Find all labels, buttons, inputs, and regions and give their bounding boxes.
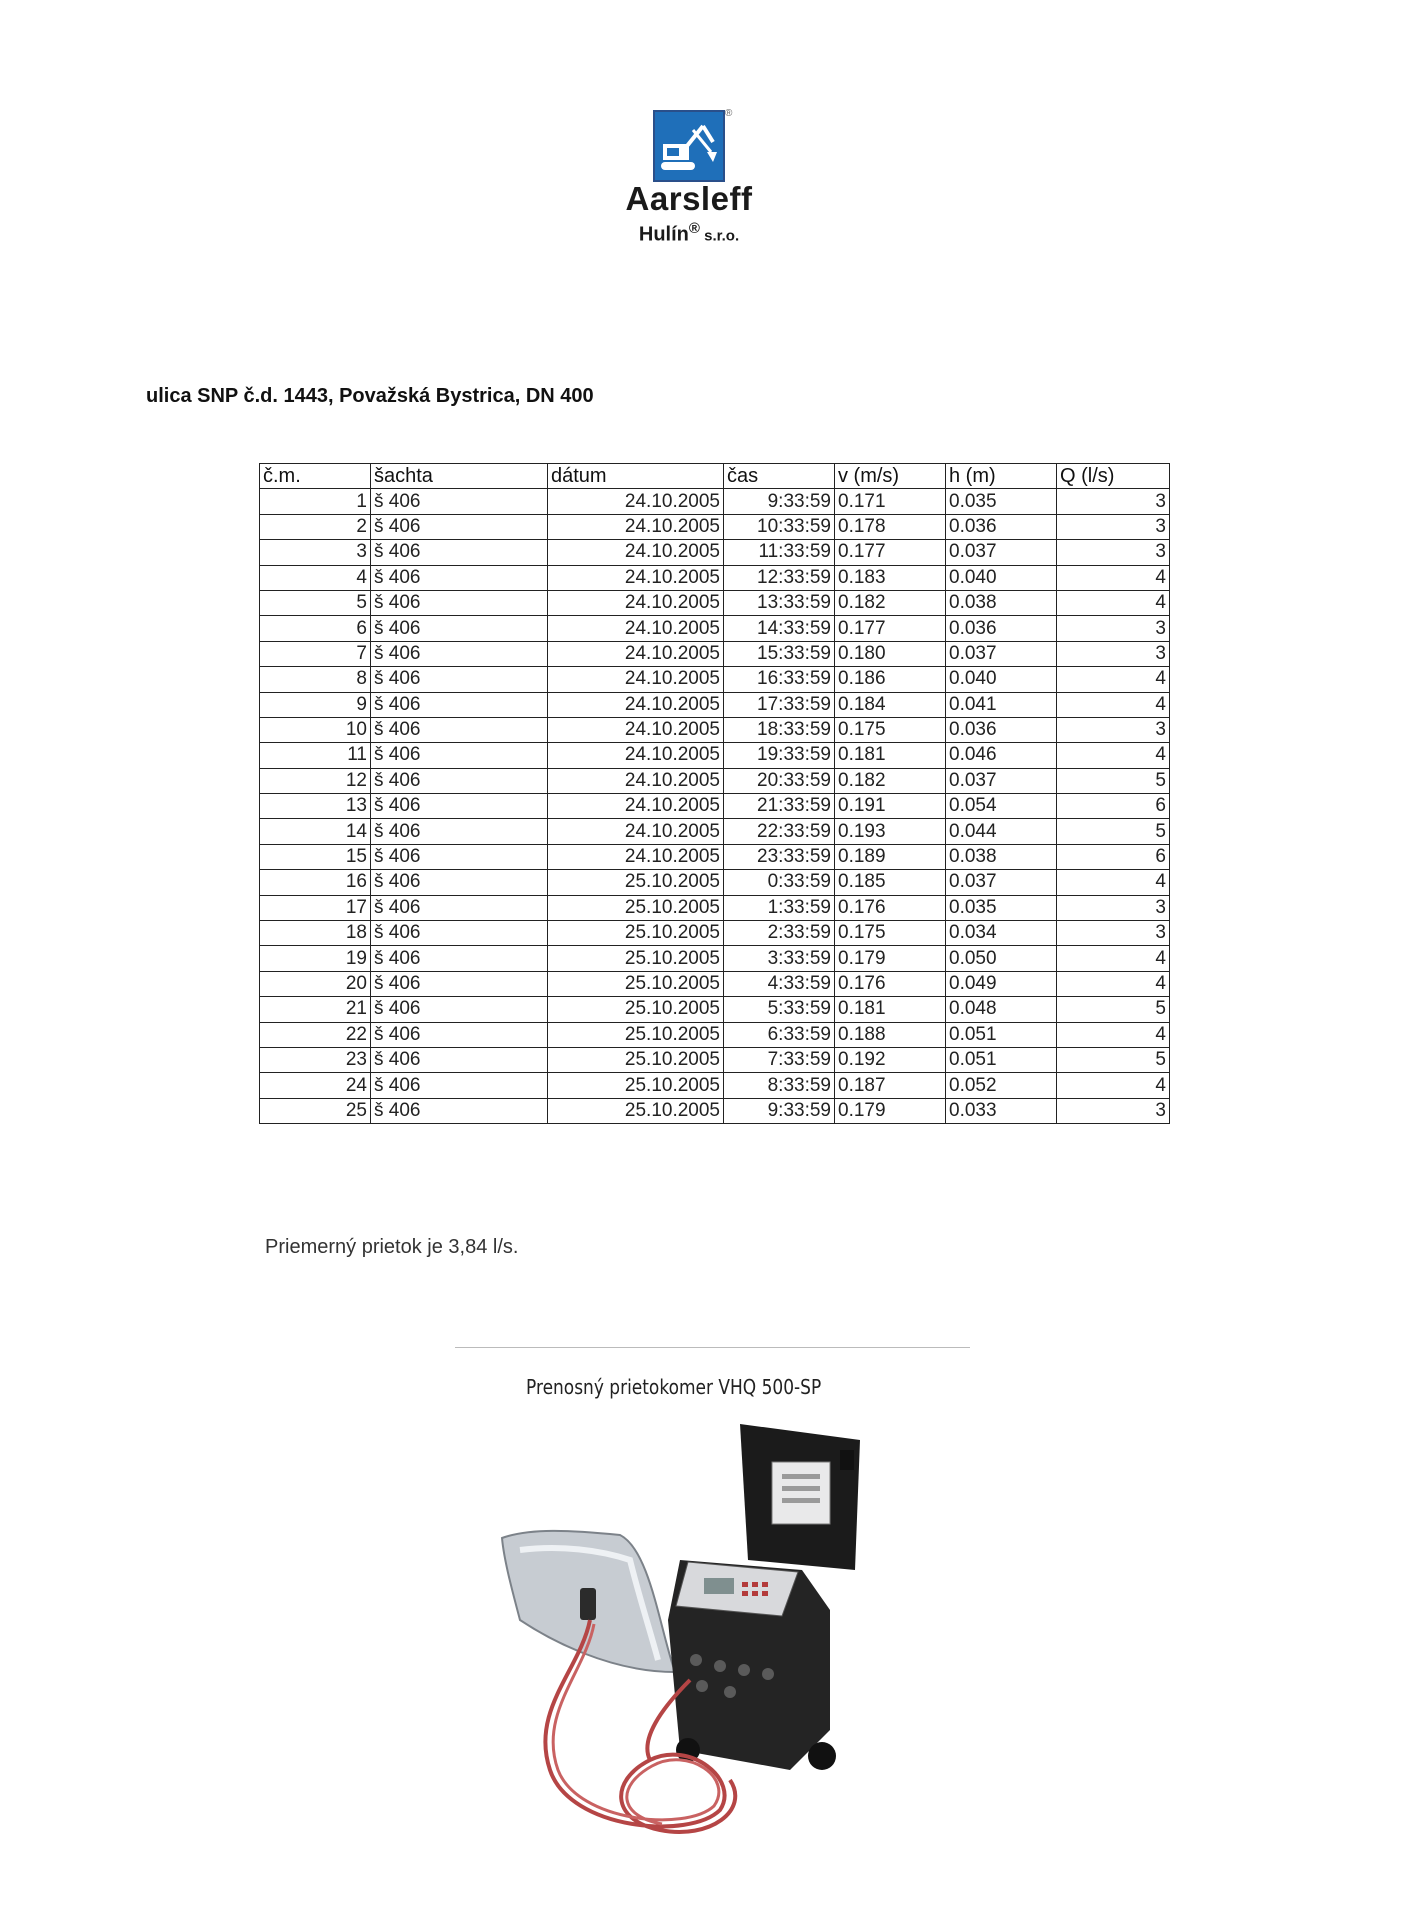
cell-sachta: š 406 bbox=[371, 717, 548, 742]
cell-datum: 25.10.2005 bbox=[548, 1022, 724, 1047]
cell-height: 0.040 bbox=[946, 667, 1057, 692]
cell-height: 0.036 bbox=[946, 717, 1057, 742]
table-row bbox=[260, 794, 1170, 819]
cell-datum: 25.10.2005 bbox=[548, 946, 724, 971]
table-row bbox=[260, 1047, 1170, 1072]
cell-velocity: 0.176 bbox=[835, 971, 946, 996]
table-row bbox=[260, 895, 1170, 920]
cell-datum: 24.10.2005 bbox=[548, 819, 724, 844]
cell-flow: 4 bbox=[1057, 1022, 1170, 1047]
cell-cm: 25 bbox=[260, 1098, 371, 1123]
company-logo bbox=[614, 108, 764, 248]
table-row bbox=[260, 819, 1170, 844]
cell-datum: 24.10.2005 bbox=[548, 489, 724, 514]
table-row bbox=[260, 997, 1170, 1022]
cell-flow: 3 bbox=[1057, 895, 1170, 920]
cell-datum: 25.10.2005 bbox=[548, 997, 724, 1022]
cell-sachta: š 406 bbox=[371, 870, 548, 895]
cell-cas: 12:33:59 bbox=[724, 565, 835, 590]
cell-cm: 12 bbox=[260, 768, 371, 793]
cell-flow: 3 bbox=[1057, 514, 1170, 539]
table-row bbox=[260, 540, 1170, 565]
cell-datum: 24.10.2005 bbox=[548, 641, 724, 666]
cell-sachta: š 406 bbox=[371, 794, 548, 819]
cell-velocity: 0.193 bbox=[835, 819, 946, 844]
cell-cm: 14 bbox=[260, 819, 371, 844]
cell-sachta: š 406 bbox=[371, 1047, 548, 1072]
cell-cm: 8 bbox=[260, 667, 371, 692]
cell-cas: 7:33:59 bbox=[724, 1047, 835, 1072]
cell-flow: 4 bbox=[1057, 971, 1170, 996]
table-row bbox=[260, 844, 1170, 869]
cell-height: 0.054 bbox=[946, 794, 1057, 819]
cell-datum: 24.10.2005 bbox=[548, 590, 724, 615]
cell-velocity: 0.176 bbox=[835, 895, 946, 920]
cell-cas: 1:33:59 bbox=[724, 895, 835, 920]
table-row bbox=[260, 717, 1170, 742]
cell-height: 0.048 bbox=[946, 997, 1057, 1022]
cell-velocity: 0.175 bbox=[835, 921, 946, 946]
cell-height: 0.052 bbox=[946, 1073, 1057, 1098]
cell-datum: 24.10.2005 bbox=[548, 616, 724, 641]
cell-velocity: 0.192 bbox=[835, 1047, 946, 1072]
cell-cm: 11 bbox=[260, 743, 371, 768]
cell-cm: 22 bbox=[260, 1022, 371, 1047]
header-velocity: v (m/s) bbox=[835, 464, 946, 489]
cell-height: 0.038 bbox=[946, 590, 1057, 615]
cell-datum: 24.10.2005 bbox=[548, 692, 724, 717]
cell-datum: 25.10.2005 bbox=[548, 1073, 724, 1098]
cell-cm: 18 bbox=[260, 921, 371, 946]
cell-flow: 3 bbox=[1057, 1098, 1170, 1123]
cell-datum: 24.10.2005 bbox=[548, 743, 724, 768]
cell-cm: 3 bbox=[260, 540, 371, 565]
cell-height: 0.037 bbox=[946, 641, 1057, 666]
cell-flow: 5 bbox=[1057, 997, 1170, 1022]
cell-velocity: 0.183 bbox=[835, 565, 946, 590]
cell-sachta: š 406 bbox=[371, 565, 548, 590]
logo-company-name: Aarsleff bbox=[625, 180, 753, 217]
cell-cas: 21:33:59 bbox=[724, 794, 835, 819]
cell-cas: 15:33:59 bbox=[724, 641, 835, 666]
cell-datum: 25.10.2005 bbox=[548, 870, 724, 895]
cell-sachta: š 406 bbox=[371, 819, 548, 844]
cell-height: 0.035 bbox=[946, 895, 1057, 920]
average-flow-text: Priemerný prietok je 3,84 l/s. bbox=[265, 1236, 519, 1258]
table-row bbox=[260, 590, 1170, 615]
table-row bbox=[260, 1073, 1170, 1098]
cell-flow: 4 bbox=[1057, 870, 1170, 895]
cell-flow: 6 bbox=[1057, 794, 1170, 819]
cell-datum: 25.10.2005 bbox=[548, 895, 724, 920]
cell-height: 0.051 bbox=[946, 1022, 1057, 1047]
cell-flow: 4 bbox=[1057, 1073, 1170, 1098]
header-cm: č.m. bbox=[260, 464, 371, 489]
cell-velocity: 0.179 bbox=[835, 946, 946, 971]
cell-flow: 3 bbox=[1057, 921, 1170, 946]
location-heading: ulica SNP č.d. 1443, Považská Bystrica, DN 400 bbox=[146, 385, 594, 407]
cell-flow: 4 bbox=[1057, 565, 1170, 590]
cell-velocity: 0.184 bbox=[835, 692, 946, 717]
cell-datum: 25.10.2005 bbox=[548, 921, 724, 946]
table-row bbox=[260, 641, 1170, 666]
cell-flow: 3 bbox=[1057, 641, 1170, 666]
cell-sachta: š 406 bbox=[371, 1073, 548, 1098]
cell-height: 0.051 bbox=[946, 1047, 1057, 1072]
cell-cm: 1 bbox=[260, 489, 371, 514]
cell-cas: 14:33:59 bbox=[724, 616, 835, 641]
cell-cm: 15 bbox=[260, 844, 371, 869]
cell-cas: 9:33:59 bbox=[724, 1098, 835, 1123]
cell-height: 0.046 bbox=[946, 743, 1057, 768]
header-sachta: šachta bbox=[371, 464, 548, 489]
cell-cas: 9:33:59 bbox=[724, 489, 835, 514]
cell-datum: 24.10.2005 bbox=[548, 667, 724, 692]
cell-flow: 4 bbox=[1057, 743, 1170, 768]
cell-velocity: 0.181 bbox=[835, 743, 946, 768]
cell-datum: 25.10.2005 bbox=[548, 1098, 724, 1123]
cell-flow: 4 bbox=[1057, 590, 1170, 615]
cell-height: 0.037 bbox=[946, 540, 1057, 565]
cell-cm: 7 bbox=[260, 641, 371, 666]
cell-sachta: š 406 bbox=[371, 590, 548, 615]
cell-cm: 16 bbox=[260, 870, 371, 895]
cell-cm: 20 bbox=[260, 971, 371, 996]
table-row bbox=[260, 1022, 1170, 1047]
table-row bbox=[260, 565, 1170, 590]
cell-sachta: š 406 bbox=[371, 921, 548, 946]
cell-sachta: š 406 bbox=[371, 1022, 548, 1047]
table-row bbox=[260, 667, 1170, 692]
cell-velocity: 0.178 bbox=[835, 514, 946, 539]
cell-sachta: š 406 bbox=[371, 616, 548, 641]
cell-sachta: š 406 bbox=[371, 540, 548, 565]
cell-flow: 4 bbox=[1057, 667, 1170, 692]
table-row bbox=[260, 743, 1170, 768]
table-row bbox=[260, 692, 1170, 717]
cell-datum: 24.10.2005 bbox=[548, 794, 724, 819]
cell-flow: 5 bbox=[1057, 819, 1170, 844]
cell-height: 0.050 bbox=[946, 946, 1057, 971]
cell-sachta: š 406 bbox=[371, 692, 548, 717]
table-row bbox=[260, 1098, 1170, 1123]
cell-flow: 3 bbox=[1057, 717, 1170, 742]
cell-height: 0.038 bbox=[946, 844, 1057, 869]
header-cas: čas bbox=[724, 464, 835, 489]
cell-cas: 0:33:59 bbox=[724, 870, 835, 895]
cell-cm: 9 bbox=[260, 692, 371, 717]
logo-registered-mark: ® bbox=[725, 108, 733, 119]
table-body bbox=[260, 489, 1170, 1124]
table-row bbox=[260, 870, 1170, 895]
cell-flow: 4 bbox=[1057, 946, 1170, 971]
cell-sachta: š 406 bbox=[371, 514, 548, 539]
table-row bbox=[260, 514, 1170, 539]
cell-cas: 22:33:59 bbox=[724, 819, 835, 844]
cell-sachta: š 406 bbox=[371, 768, 548, 793]
cell-cas: 16:33:59 bbox=[724, 667, 835, 692]
cell-sachta: š 406 bbox=[371, 743, 548, 768]
logo-subname-suffix: s.r.o. bbox=[699, 227, 740, 245]
cell-cas: 10:33:59 bbox=[724, 514, 835, 539]
cell-cas: 23:33:59 bbox=[724, 844, 835, 869]
cell-datum: 25.10.2005 bbox=[548, 971, 724, 996]
flowmeter-photo bbox=[490, 1410, 940, 1870]
cell-flow: 3 bbox=[1057, 616, 1170, 641]
cell-datum: 24.10.2005 bbox=[548, 717, 724, 742]
table-row bbox=[260, 971, 1170, 996]
cell-cm: 6 bbox=[260, 616, 371, 641]
cell-height: 0.035 bbox=[946, 489, 1057, 514]
cell-sachta: š 406 bbox=[371, 895, 548, 920]
cell-cas: 13:33:59 bbox=[724, 590, 835, 615]
cell-velocity: 0.182 bbox=[835, 590, 946, 615]
table-row bbox=[260, 921, 1170, 946]
cell-height: 0.049 bbox=[946, 971, 1057, 996]
cell-velocity: 0.191 bbox=[835, 794, 946, 819]
table-row bbox=[260, 616, 1170, 641]
cell-velocity: 0.181 bbox=[835, 997, 946, 1022]
cell-sachta: š 406 bbox=[371, 641, 548, 666]
cell-velocity: 0.179 bbox=[835, 1098, 946, 1123]
table-row bbox=[260, 946, 1170, 971]
cell-velocity: 0.177 bbox=[835, 616, 946, 641]
logo-subname-reg: ® bbox=[688, 220, 700, 237]
cell-datum: 24.10.2005 bbox=[548, 565, 724, 590]
cell-velocity: 0.175 bbox=[835, 717, 946, 742]
cell-cm: 24 bbox=[260, 1073, 371, 1098]
cell-cas: 20:33:59 bbox=[724, 768, 835, 793]
cell-velocity: 0.189 bbox=[835, 844, 946, 869]
cell-velocity: 0.188 bbox=[835, 1022, 946, 1047]
cell-sachta: š 406 bbox=[371, 997, 548, 1022]
cell-flow: 6 bbox=[1057, 844, 1170, 869]
cell-velocity: 0.185 bbox=[835, 870, 946, 895]
cell-height: 0.040 bbox=[946, 565, 1057, 590]
cell-cm: 17 bbox=[260, 895, 371, 920]
cell-cas: 3:33:59 bbox=[724, 946, 835, 971]
cell-velocity: 0.187 bbox=[835, 1073, 946, 1098]
cell-sachta: š 406 bbox=[371, 489, 548, 514]
cell-sachta: š 406 bbox=[371, 667, 548, 692]
cell-cm: 2 bbox=[260, 514, 371, 539]
cell-cas: 17:33:59 bbox=[724, 692, 835, 717]
cell-datum: 24.10.2005 bbox=[548, 768, 724, 793]
cell-cm: 5 bbox=[260, 590, 371, 615]
cell-velocity: 0.182 bbox=[835, 768, 946, 793]
cell-height: 0.034 bbox=[946, 921, 1057, 946]
cell-cm: 23 bbox=[260, 1047, 371, 1072]
photo-caption: Prenosný prietokomer VHQ 500-SP bbox=[526, 1375, 822, 1399]
cell-flow: 3 bbox=[1057, 489, 1170, 514]
cell-cas: 19:33:59 bbox=[724, 743, 835, 768]
cell-cm: 4 bbox=[260, 565, 371, 590]
cell-cas: 6:33:59 bbox=[724, 1022, 835, 1047]
cell-height: 0.041 bbox=[946, 692, 1057, 717]
header-datum: dátum bbox=[548, 464, 724, 489]
cell-velocity: 0.186 bbox=[835, 667, 946, 692]
logo-company-subname bbox=[614, 218, 764, 247]
cell-height: 0.033 bbox=[946, 1098, 1057, 1123]
cell-height: 0.036 bbox=[946, 616, 1057, 641]
cell-height: 0.037 bbox=[946, 870, 1057, 895]
photo-top-rule bbox=[455, 1347, 970, 1348]
cell-sachta: š 406 bbox=[371, 844, 548, 869]
cell-cm: 10 bbox=[260, 717, 371, 742]
cell-datum: 25.10.2005 bbox=[548, 1047, 724, 1072]
cell-velocity: 0.180 bbox=[835, 641, 946, 666]
cell-cm: 21 bbox=[260, 997, 371, 1022]
cell-cas: 4:33:59 bbox=[724, 971, 835, 996]
cell-datum: 24.10.2005 bbox=[548, 514, 724, 539]
cell-flow: 5 bbox=[1057, 768, 1170, 793]
cell-cas: 8:33:59 bbox=[724, 1073, 835, 1098]
cell-height: 0.044 bbox=[946, 819, 1057, 844]
table-row bbox=[260, 489, 1170, 514]
cell-cm: 19 bbox=[260, 946, 371, 971]
cell-cas: 2:33:59 bbox=[724, 921, 835, 946]
cell-flow: 4 bbox=[1057, 692, 1170, 717]
cell-velocity: 0.171 bbox=[835, 489, 946, 514]
table-header-row bbox=[260, 464, 1170, 489]
cell-datum: 24.10.2005 bbox=[548, 540, 724, 565]
cell-cas: 5:33:59 bbox=[724, 997, 835, 1022]
table-row bbox=[260, 768, 1170, 793]
cell-height: 0.036 bbox=[946, 514, 1057, 539]
excavator-logo-icon bbox=[653, 110, 725, 182]
cell-sachta: š 406 bbox=[371, 1098, 548, 1123]
cell-cas: 11:33:59 bbox=[724, 540, 835, 565]
cell-height: 0.037 bbox=[946, 768, 1057, 793]
logo-subname-text: Hulín bbox=[638, 223, 689, 246]
cell-cm: 13 bbox=[260, 794, 371, 819]
cell-sachta: š 406 bbox=[371, 946, 548, 971]
cell-velocity: 0.177 bbox=[835, 540, 946, 565]
header-flow: Q (l/s) bbox=[1057, 464, 1170, 489]
cell-flow: 3 bbox=[1057, 540, 1170, 565]
cell-flow: 5 bbox=[1057, 1047, 1170, 1072]
cell-sachta: š 406 bbox=[371, 971, 548, 996]
flow-measurement-table bbox=[259, 463, 1170, 1124]
header-height: h (m) bbox=[946, 464, 1057, 489]
cell-cas: 18:33:59 bbox=[724, 717, 835, 742]
cell-datum: 24.10.2005 bbox=[548, 844, 724, 869]
